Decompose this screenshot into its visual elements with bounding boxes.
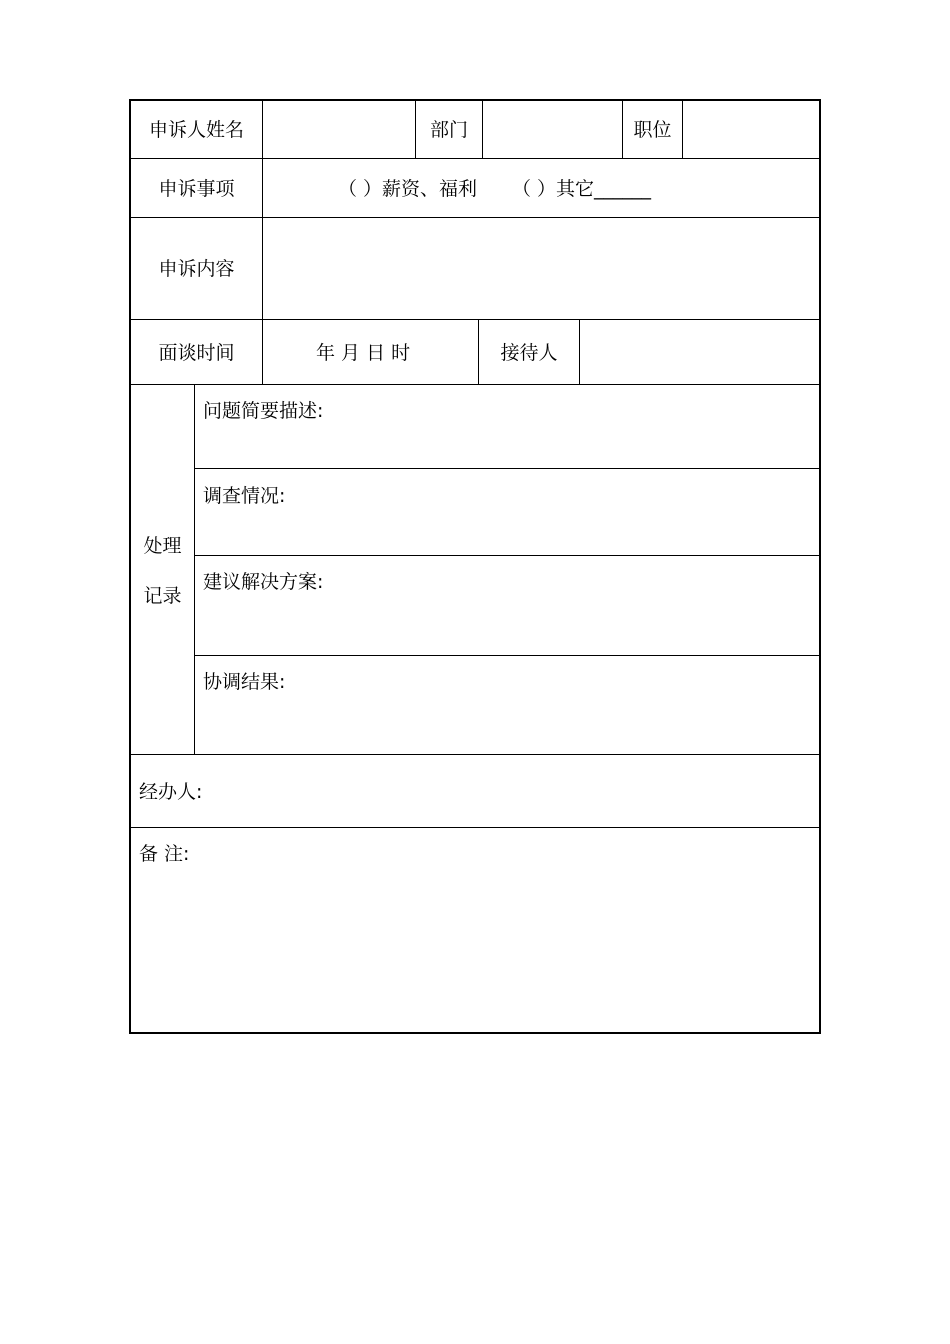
row-divider: [194, 655, 819, 656]
position-field[interactable]: [683, 101, 819, 158]
complaint-content-field[interactable]: [263, 218, 819, 319]
remarks-label: 备 注:: [139, 843, 190, 865]
position-label: 职位: [633, 119, 672, 141]
problem-description-label: 问题简要描述:: [203, 400, 324, 422]
applicant-name-label: 申诉人姓名: [148, 119, 244, 141]
department-label: 部门: [429, 119, 468, 141]
applicant-name-field[interactable]: [263, 101, 415, 158]
row-divider: [131, 158, 819, 159]
complaint-content-label: 申诉内容: [158, 258, 235, 280]
row-divider: [131, 384, 819, 385]
interview-time-label: 面谈时间: [158, 342, 235, 364]
handler-label: 经办人:: [139, 781, 203, 803]
interview-date-field[interactable]: 年 月 日 时: [316, 342, 411, 364]
row-divider: [131, 827, 819, 828]
coordination-result-label: 协调结果:: [203, 671, 286, 693]
investigation-label: 调查情况:: [203, 485, 286, 507]
row-divider: [131, 754, 819, 755]
proposed-solution-label: 建议解决方案:: [203, 571, 324, 593]
processing-label-line2: 记录: [143, 585, 182, 607]
receiver-field[interactable]: [580, 320, 819, 384]
complaint-matter-label: 申诉事项: [158, 178, 235, 200]
processing-label-line1: 处理: [143, 535, 182, 557]
row-divider: [194, 555, 819, 556]
row-divider: [194, 468, 819, 469]
department-field[interactable]: [483, 101, 622, 158]
complaint-form: [129, 99, 821, 1034]
option-salary-welfare[interactable]: （ ）薪资、福利: [338, 178, 478, 200]
receiver-label: 接待人: [500, 342, 558, 364]
col-divider: [194, 384, 195, 754]
option-other[interactable]: （ ）其它______: [512, 178, 652, 200]
